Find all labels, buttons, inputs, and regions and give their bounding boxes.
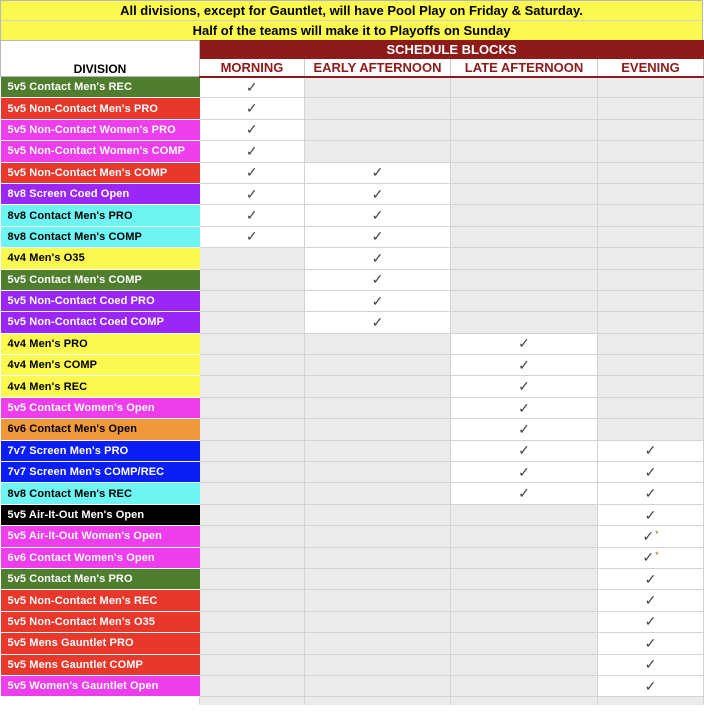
empty-slot-cell [598, 397, 704, 418]
scheduled-slot-cell [200, 119, 305, 140]
notice-line-1: All divisions, except for Gauntlet, will have Pool Play on Friday & Saturday. [0, 0, 703, 20]
empty-slot-cell [305, 333, 451, 354]
table-row [1, 205, 704, 226]
division-cell-empty [1, 697, 200, 705]
empty-slot-cell [305, 440, 451, 461]
division-name: 5v5 Mens Gauntlet PRO [1, 633, 200, 654]
check-icon: ✓ [371, 292, 384, 309]
division-name: 4v4 Men's PRO [1, 333, 200, 354]
division-name: 7v7 Screen Men's COMP/REC [1, 462, 200, 483]
empty-slot-cell [200, 440, 305, 461]
check-icon: ✓ [371, 313, 384, 330]
check-icon: ✓ [644, 570, 657, 587]
table-row [1, 547, 704, 568]
empty-slot-cell [451, 654, 598, 675]
scheduled-slot-cell [305, 248, 451, 269]
table-row [1, 162, 704, 183]
empty-slot-cell [305, 675, 451, 696]
empty-slot-cell [451, 183, 598, 204]
check-icon: ✓ [644, 613, 657, 630]
schedule-blocks-header: SCHEDULE BLOCKS [200, 41, 704, 59]
empty-slot-cell [451, 98, 598, 119]
table-row [1, 526, 704, 547]
scheduled-slot-cell [598, 633, 704, 654]
empty-slot-cell [451, 611, 598, 632]
scheduled-slot-cell [598, 483, 704, 504]
empty-slot-cell [598, 312, 704, 333]
table-row [1, 183, 704, 204]
empty-slot-cell [305, 376, 451, 397]
empty-slot-cell [598, 205, 704, 226]
table-row [1, 483, 704, 504]
division-name: 6v6 Contact Men's Open [1, 419, 200, 440]
empty-slot-cell [451, 547, 598, 568]
check-icon: ✓ [644, 463, 657, 480]
check-icon: ✓ [245, 78, 258, 95]
check-icon: ✓ [245, 228, 258, 245]
scheduled-slot-cell [598, 547, 704, 568]
empty-slot-cell [200, 419, 305, 440]
empty-slot-cell [451, 141, 598, 162]
empty-slot-cell [305, 119, 451, 140]
division-name: 5v5 Non-Contact Men's COMP [1, 162, 200, 183]
empty-slot-cell [451, 205, 598, 226]
table-row [1, 355, 704, 376]
table-row [1, 376, 704, 397]
check-icon: ✓ [518, 378, 530, 395]
empty-slot-cell [200, 633, 305, 654]
empty-slot-cell [305, 483, 451, 504]
table-row [1, 119, 704, 140]
scheduled-slot-cell [451, 440, 598, 461]
empty-slot-cell [200, 397, 305, 418]
empty-slot-cell [598, 419, 704, 440]
check-icon: ✓ [642, 527, 655, 544]
schedule-table [0, 40, 704, 705]
division-name: 5v5 Non-Contact Women's PRO [1, 119, 200, 140]
block-header-morning: MORNING [200, 59, 305, 77]
empty-slot-cell [451, 248, 598, 269]
empty-slot-cell [305, 141, 451, 162]
check-icon: ✓ [245, 142, 258, 159]
division-name: 5v5 Air-It-Out Men's Open [1, 504, 200, 525]
empty-slot-cell [451, 77, 598, 98]
empty-slot-cell [598, 376, 704, 397]
table-row [1, 590, 704, 611]
scheduled-slot-cell [451, 483, 598, 504]
empty-slot-cell [305, 504, 451, 525]
empty-slot-cell [451, 269, 598, 290]
slot-cell-empty [598, 697, 704, 705]
asterisk-note: * [655, 528, 659, 539]
empty-slot-cell [200, 547, 305, 568]
division-name: 5v5 Contact Men's PRO [1, 568, 200, 589]
notice-line-2: Half of the teams will make it to Playoffs on Sunday [0, 20, 703, 40]
scheduled-slot-cell [598, 611, 704, 632]
empty-slot-cell [200, 462, 305, 483]
empty-slot-cell [451, 226, 598, 247]
division-name: 8v8 Contact Men's REC [1, 483, 200, 504]
empty-slot-cell [451, 504, 598, 525]
check-icon: ✓ [371, 185, 384, 202]
table-row [1, 333, 704, 354]
check-icon: ✓ [518, 399, 530, 416]
scheduled-slot-cell [598, 590, 704, 611]
scheduled-slot-cell [305, 162, 451, 183]
scheduled-slot-cell [451, 397, 598, 418]
check-icon: ✓ [644, 442, 657, 459]
empty-slot-cell [305, 590, 451, 611]
division-name: 8v8 Screen Coed Open [1, 183, 200, 204]
empty-slot-cell [200, 568, 305, 589]
table-row [1, 419, 704, 440]
empty-slot-cell [200, 504, 305, 525]
table-row [1, 633, 704, 654]
check-icon: ✓ [644, 677, 657, 694]
check-icon: ✓ [245, 185, 258, 202]
empty-slot-cell [305, 419, 451, 440]
empty-slot-cell [598, 355, 704, 376]
table-row [1, 440, 704, 461]
division-name: 5v5 Contact Women's Open [1, 397, 200, 418]
division-name: 5v5 Non-Contact Women's COMP [1, 141, 200, 162]
scheduled-slot-cell [598, 654, 704, 675]
slot-cell-empty [305, 697, 451, 705]
asterisk-note: * [655, 550, 659, 561]
check-icon: ✓ [644, 506, 657, 523]
check-icon: ✓ [518, 485, 530, 502]
empty-slot-cell [200, 376, 305, 397]
scheduled-slot-cell [451, 419, 598, 440]
empty-slot-cell [200, 333, 305, 354]
empty-slot-cell [598, 248, 704, 269]
division-name: 5v5 Non-Contact Men's O35 [1, 611, 200, 632]
check-icon: ✓ [371, 207, 384, 224]
empty-slot-cell [200, 248, 305, 269]
division-header: DIVISION [1, 41, 200, 77]
check-icon: ✓ [245, 100, 258, 117]
scheduled-slot-cell [305, 205, 451, 226]
empty-slot-cell [305, 526, 451, 547]
scheduled-slot-cell [200, 183, 305, 204]
empty-slot-cell [451, 633, 598, 654]
table-row [1, 611, 704, 632]
empty-slot-cell [451, 675, 598, 696]
scheduled-slot-cell [305, 183, 451, 204]
empty-slot-cell [200, 611, 305, 632]
scheduled-slot-cell [451, 355, 598, 376]
table-row [1, 226, 704, 247]
division-name: 5v5 Non-Contact Men's PRO [1, 98, 200, 119]
empty-slot-cell [305, 77, 451, 98]
division-name: 5v5 Mens Gauntlet COMP [1, 654, 200, 675]
division-rows [1, 77, 704, 697]
division-name: 5v5 Non-Contact Men's REC [1, 590, 200, 611]
empty-slot-cell [200, 355, 305, 376]
scheduled-slot-cell [451, 376, 598, 397]
scheduled-slot-cell [200, 205, 305, 226]
empty-slot-cell [598, 119, 704, 140]
check-icon: ✓ [518, 356, 530, 373]
scheduled-slot-cell [305, 312, 451, 333]
check-icon: ✓ [644, 656, 657, 673]
division-name: 5v5 Women's Gauntlet Open [1, 675, 200, 696]
table-row [1, 568, 704, 589]
empty-slot-cell [305, 397, 451, 418]
empty-slot-cell [598, 226, 704, 247]
check-icon: ✓ [644, 634, 657, 651]
scheduled-slot-cell [598, 462, 704, 483]
empty-slot-cell [200, 483, 305, 504]
scheduled-slot-cell [200, 141, 305, 162]
empty-slot-cell [451, 568, 598, 589]
scheduled-slot-cell [598, 675, 704, 696]
division-name: 5v5 Non-Contact Coed COMP [1, 312, 200, 333]
scheduled-slot-cell [200, 162, 305, 183]
check-icon: ✓ [518, 442, 530, 459]
division-name: 7v7 Screen Men's PRO [1, 440, 200, 461]
empty-slot-cell [200, 590, 305, 611]
scheduled-slot-cell [200, 226, 305, 247]
scheduled-slot-cell [200, 98, 305, 119]
empty-slot-cell [305, 654, 451, 675]
block-header-evening: EVENING [598, 59, 704, 77]
check-icon: ✓ [371, 249, 384, 266]
block-header-early-afternoon: EARLY AFTERNOON [305, 59, 451, 77]
empty-slot-cell [598, 77, 704, 98]
scheduled-slot-cell [451, 333, 598, 354]
table-row [1, 269, 704, 290]
scheduled-slot-cell [305, 290, 451, 311]
table-row [1, 675, 704, 696]
empty-slot-cell [451, 312, 598, 333]
check-icon: ✓ [644, 592, 657, 609]
table-row [1, 312, 704, 333]
scheduled-slot-cell [598, 440, 704, 461]
empty-slot-cell [200, 290, 305, 311]
table-row [1, 98, 704, 119]
check-icon: ✓ [518, 420, 530, 437]
division-name: 5v5 Non-Contact Coed PRO [1, 290, 200, 311]
empty-slot-cell [598, 269, 704, 290]
slot-cell-empty [451, 697, 598, 705]
check-icon: ✓ [371, 164, 384, 181]
check-icon: ✓ [642, 549, 655, 566]
division-name: 4v4 Men's O35 [1, 248, 200, 269]
division-name: 8v8 Contact Men's PRO [1, 205, 200, 226]
empty-slot-cell [200, 526, 305, 547]
block-header-late-afternoon: LATE AFTERNOON [451, 59, 598, 77]
scheduled-slot-cell [598, 504, 704, 525]
empty-slot-cell [598, 162, 704, 183]
empty-slot-cell [598, 183, 704, 204]
empty-slot-cell [200, 312, 305, 333]
division-name: 5v5 Contact Men's COMP [1, 269, 200, 290]
empty-slot-cell [305, 355, 451, 376]
table-row [1, 248, 704, 269]
empty-slot-cell [200, 675, 305, 696]
empty-slot-cell [305, 462, 451, 483]
check-icon: ✓ [245, 164, 258, 181]
check-icon: ✓ [371, 228, 384, 245]
division-name: 5v5 Air-It-Out Women's Open [1, 526, 200, 547]
division-name: 6v6 Contact Women's Open [1, 547, 200, 568]
check-icon: ✓ [371, 271, 384, 288]
check-icon: ✓ [518, 335, 530, 352]
empty-slot-cell [200, 269, 305, 290]
empty-slot-cell [451, 119, 598, 140]
empty-slot-cell [200, 654, 305, 675]
scheduled-slot-cell [598, 568, 704, 589]
slot-cell-empty [200, 697, 305, 705]
division-name: 5v5 Contact Men's REC [1, 77, 200, 98]
check-icon: ✓ [245, 121, 258, 138]
empty-slot-cell [305, 98, 451, 119]
empty-slot-cell [305, 547, 451, 568]
division-name: 4v4 Men's COMP [1, 355, 200, 376]
scheduled-slot-cell [305, 226, 451, 247]
empty-slot-cell [451, 290, 598, 311]
check-icon: ✓ [644, 485, 657, 502]
empty-slot-cell [305, 611, 451, 632]
table-row [1, 141, 704, 162]
scheduled-slot-cell [305, 269, 451, 290]
scheduled-slot-cell [451, 462, 598, 483]
table-row [1, 77, 704, 98]
empty-slot-cell [598, 333, 704, 354]
check-icon: ✓ [518, 463, 530, 480]
empty-slot-cell [598, 290, 704, 311]
division-name: 8v8 Contact Men's COMP [1, 226, 200, 247]
table-row [1, 290, 704, 311]
scheduled-slot-cell [200, 77, 305, 98]
empty-slot-cell [305, 633, 451, 654]
table-row-partial [1, 697, 704, 705]
check-icon: ✓ [245, 207, 258, 224]
table-row [1, 504, 704, 525]
empty-slot-cell [305, 568, 451, 589]
table-row [1, 397, 704, 418]
empty-slot-cell [451, 526, 598, 547]
empty-slot-cell [451, 590, 598, 611]
table-row [1, 654, 704, 675]
scheduled-slot-cell [598, 526, 704, 547]
empty-slot-cell [598, 98, 704, 119]
division-name: 4v4 Men's REC [1, 376, 200, 397]
empty-slot-cell [598, 141, 704, 162]
empty-slot-cell [451, 162, 598, 183]
table-row [1, 462, 704, 483]
